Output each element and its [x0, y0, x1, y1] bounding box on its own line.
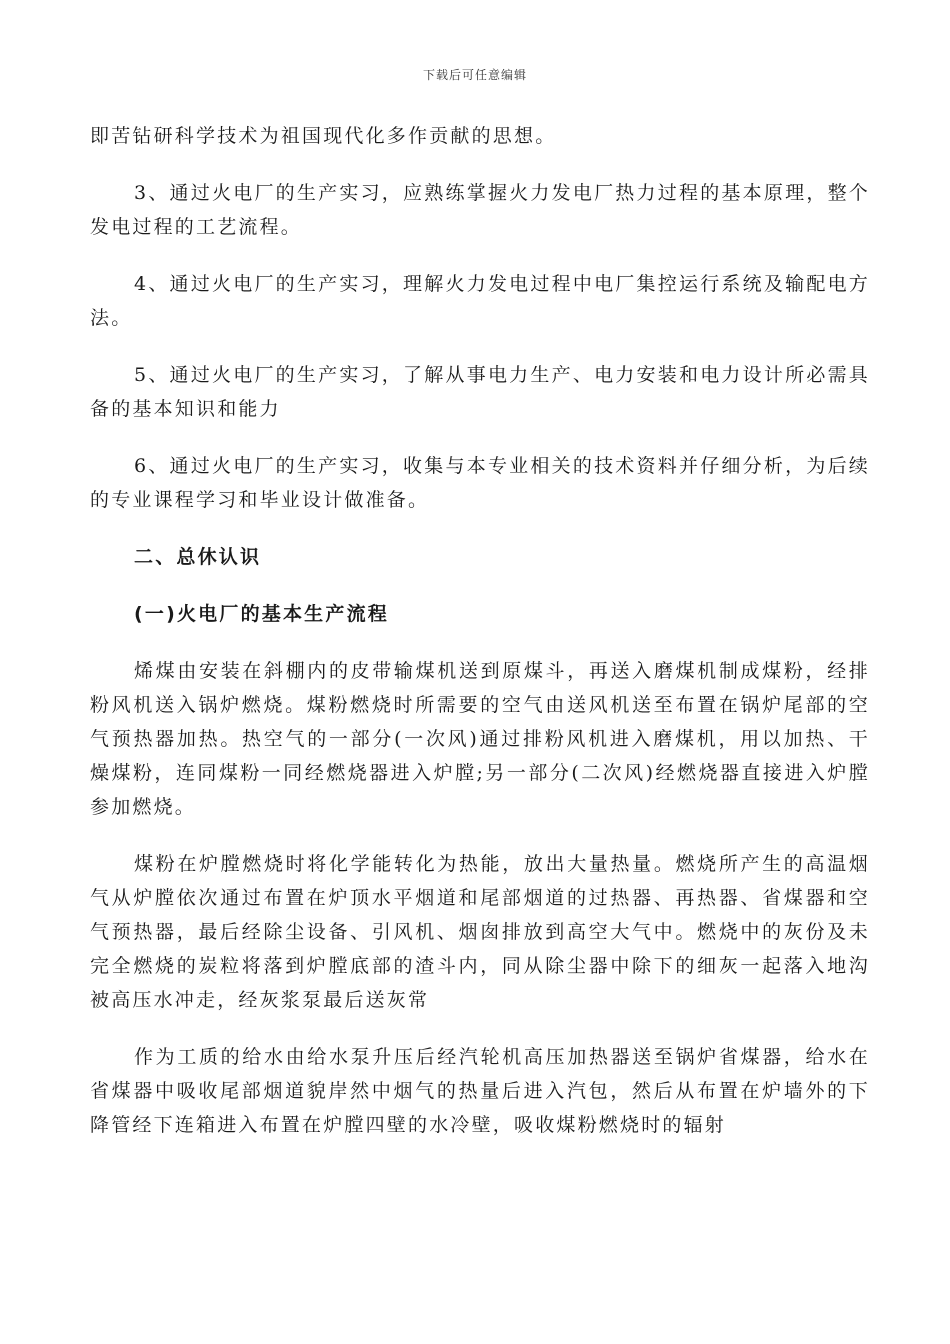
document-body — [90, 119, 870, 1165]
paragraph-item-4: 4、通过火电厂的生产实习，理解火力发电过程中电厂集控运行系统及输配电方法。 — [90, 273, 870, 329]
paragraph-item-6: 6、通过火电厂的生产实习，收集与本专业相关的技术资料并仔细分析，为后续的专业课程学习和毕业设计做准备。 — [90, 455, 870, 511]
subsection-heading: (一)火电厂的基本生产流程 — [134, 603, 389, 625]
paragraph-combustion: 煤粉在炉膛燃烧时将化学能转化为热能，放出大量热量。燃烧所产生的高温烟气从炉膛依次通过布置在炉顶水平烟道和尾部烟道的过热器、再热器、省煤器和空气预热器，最后经除尘设备、引风机、烟囱排放到高空大气中。燃烧中的灰份及未完全燃烧的炭粒将落到炉膛底部的渣斗内，同从除尘器中除下的细灰一起落入地沟被高压水冲走，经灰浆泵最后送灰常 — [90, 853, 870, 1011]
paragraph-feedwater: 作为工质的给水由给水泵升压后经汽轮机高压加热器送至锅炉省煤器，给水在省煤器中吸收尾部烟道貌岸然中烟气的热量后进入汽包，然后从布置在炉墙外的下降管经下连箱进入布置在炉膛四壁的水冷壁，吸收煤粉燃烧时的辐射 — [90, 1046, 870, 1136]
paragraph-item-3: 3、通过火电厂的生产实习，应熟练掌握火力发电厂热力过程的基本原理，整个发电过程的工艺流程。 — [90, 182, 870, 238]
section-heading: 二、总休认识 — [134, 546, 262, 568]
header-note: 下载后可任意编辑 — [422, 68, 527, 82]
paragraph-continuation: 即苦钻研科学技术为祖国现代化多作贡献的思想。 — [90, 125, 557, 147]
paragraph-coal-flow: 烯煤由安装在斜棚内的皮带输煤机送到原煤斗，再送入磨煤机制成煤粉，经排粉风机送入锅炉燃烧。煤粉燃烧时所需要的空气由送风机送至布置在锅炉尾部的空气预热器加热。热空气的一部分(一次风)通过排粉风机进入磨煤机，用以加热、干燥煤粉，连同煤粉一同经燃烧器进入炉膛;另一部分(二次风)经燃烧器直接进入炉膛参加燃烧。 — [90, 660, 870, 818]
paragraph-item-5: 5、通过火电厂的生产实习，了解从事电力生产、电力安装和电力设计所必需具备的基本知识和能力 — [90, 364, 870, 420]
